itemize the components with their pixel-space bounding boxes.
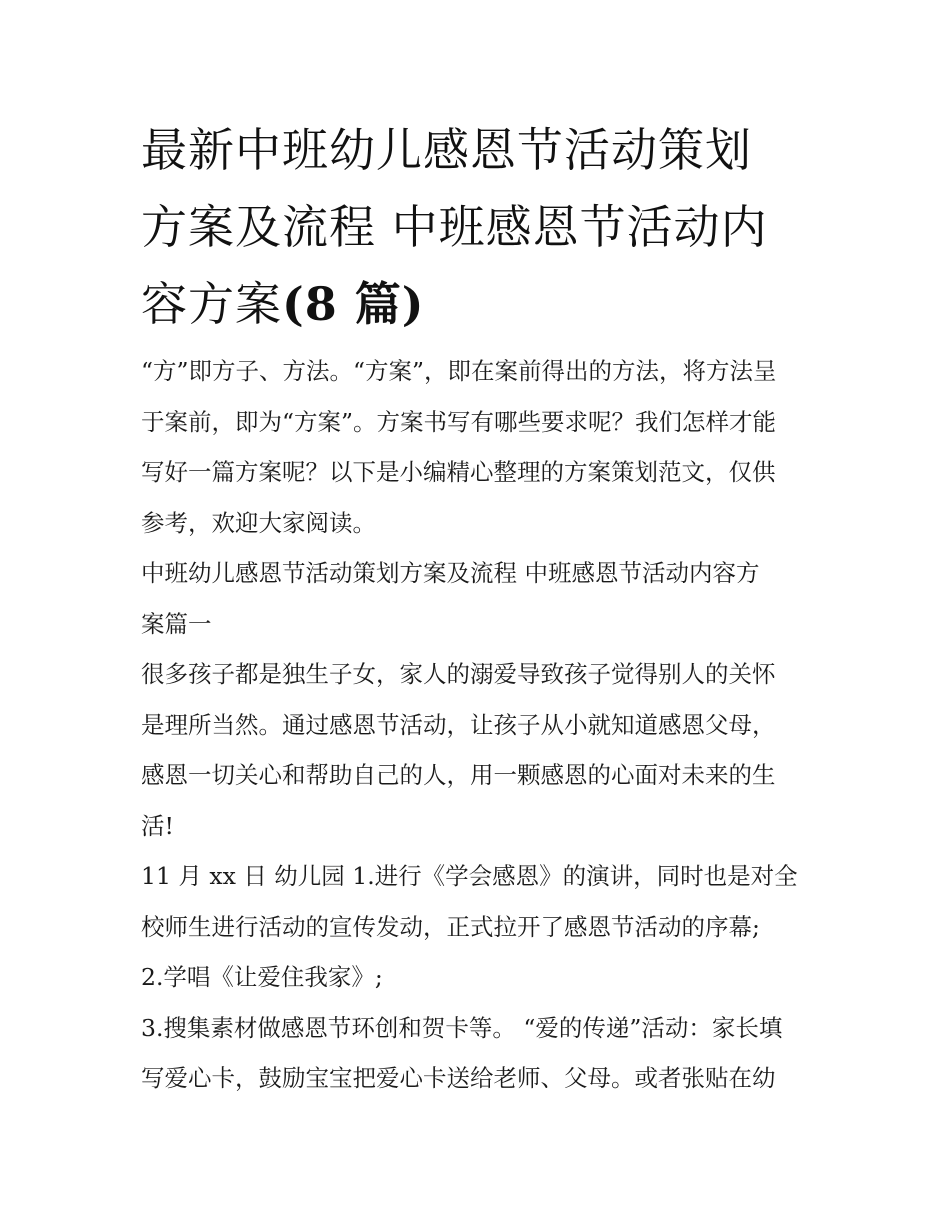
paragraph-line: 写好一篇方案呢？以下是小编精心整理的方案策划范文，仅供 xyxy=(141,458,776,486)
activity-item-3 xyxy=(141,1003,813,1104)
paragraph-line: 于案前，即为“方案”。方案书写有哪些要求呢？我们怎样才能 xyxy=(141,407,777,436)
paragraph-line: 写爱心卡，鼓励宝宝把爱心卡送给老师、父母。或者张贴在幼 xyxy=(141,1064,776,1092)
title-line: 最新中班幼儿感恩节活动策划 xyxy=(141,123,752,177)
paragraph-line: 是理所当然。通过感恩节活动，让孩子从小就知道感恩父母， xyxy=(141,710,776,739)
title-line-text: 容方案 xyxy=(141,277,282,331)
paragraph-line: “方”即方子、方法。“方案”，即在案前得出的方法，将方法呈 xyxy=(141,357,777,385)
document-page xyxy=(141,112,813,1104)
activity-item-1 xyxy=(141,851,813,952)
title-suffix-number: 8 xyxy=(304,277,338,331)
background-paragraph xyxy=(141,649,813,851)
title-line-last xyxy=(141,266,813,343)
title-suffix-word: 篇) xyxy=(337,277,425,331)
title-line: 方案及流程 中班感恩节活动内 xyxy=(141,200,768,254)
paragraph-line: 感恩一切关心和帮助自己的人，用一颗感恩的心面对未来的生 xyxy=(141,761,776,789)
document-title xyxy=(141,112,813,343)
paragraph-line: 3.搜集素材做感恩节环创和贺卡等。 “爱的传递”活动：家长填 xyxy=(141,1013,783,1042)
paragraph-line: 2.学唱《让爱住我家》; xyxy=(141,963,383,991)
activity-item-2 xyxy=(141,952,813,1003)
paragraph-line: 案篇一 xyxy=(141,609,212,638)
paragraph-line: 参考，欢迎大家阅读。 xyxy=(141,508,376,537)
title-suffix-open: ( xyxy=(282,277,305,331)
intro-paragraph xyxy=(141,346,813,548)
paragraph-line: 11 月 xx 日 幼儿园 1.进行《学会感恩》的演讲，同时也是对全 xyxy=(141,862,798,890)
section-heading xyxy=(141,548,813,649)
paragraph-line: 很多孩子都是独生子女，家人的溺爱导致孩子觉得别人的关怀 xyxy=(141,660,776,688)
paragraph-line: 中班幼儿感恩节活动策划方案及流程 中班感恩节活动内容方 xyxy=(141,559,760,587)
paragraph-line: 校师生进行活动的宣传发动，正式拉开了感恩节活动的序幕; xyxy=(141,912,760,941)
paragraph-line: 活! xyxy=(141,811,174,840)
